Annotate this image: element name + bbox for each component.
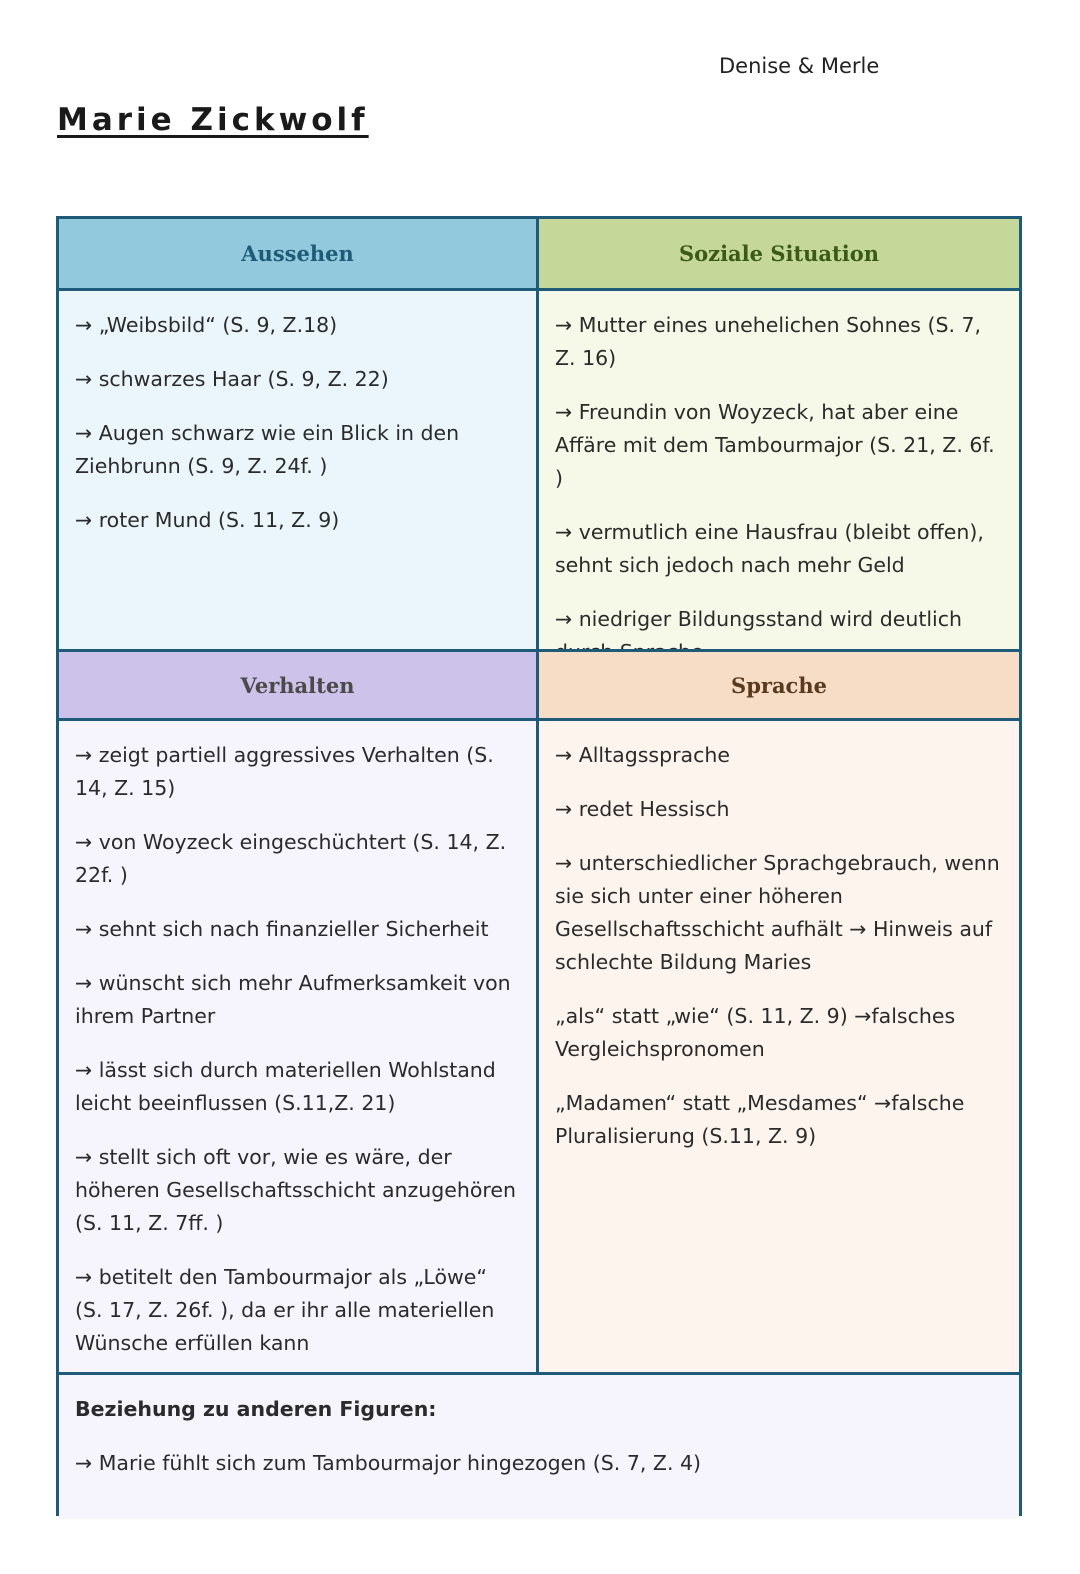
header-aussehen	[59, 219, 536, 288]
header-sprache	[539, 652, 1019, 718]
list-item: → lässt sich durch materiellen Wohlstand leicht beeinflussen (S.11,Z. 21)	[75, 1058, 496, 1115]
list-item: → stellt sich oft vor, wie es wäre, der höheren Gesellschaftsschicht anzugehören (S. 11, Z. 7ff. )	[75, 1145, 517, 1235]
list-item: → betitelt den Tambourmajor als „Löwe“ (S. 17, Z. 26f. ), da er ihr alle materiellen Wünsche erfüllen kann	[75, 1265, 495, 1355]
row-divider	[59, 1372, 1019, 1375]
list-item: → „Weibsbild“ (S. 9, Z.18)	[75, 313, 338, 337]
list-item: → sehnt sich nach finanzieller Sicherheit	[75, 917, 489, 941]
header-verhalten-label: Verhalten	[240, 672, 355, 698]
list-item: → niedriger Bildungsstand wird deutlich	[555, 607, 963, 631]
header-soziale-label: Soziale Situation	[678, 241, 879, 266]
row-divider	[59, 649, 1019, 652]
section-heading-beziehung: Beziehung zu anderen Figuren:	[75, 1397, 437, 1421]
list-item: „als“ statt „wie“ (S. 11, Z. 9) →falsches Vergleichspronomen	[555, 1004, 956, 1061]
body-aussehen	[59, 291, 536, 649]
body-verhalten	[59, 721, 536, 1372]
list-item: → zeigt partiell aggressives Verhalten (S. 14, Z. 15)	[75, 743, 494, 800]
list-item: → Alltagssprache	[555, 743, 730, 767]
header-soziale-situation	[539, 219, 1019, 288]
list-item: → vermutlich eine Hausfrau (bleibt offen), sehnt sich jedoch nach mehr Geld	[555, 520, 984, 577]
list-item: → roter Mund (S. 11, Z. 9)	[75, 508, 340, 532]
column-divider	[536, 219, 539, 1375]
row-divider	[59, 288, 1019, 291]
page-title: Marie Zickwolf	[57, 102, 369, 138]
row-divider	[59, 718, 1019, 721]
body-sprache	[539, 721, 1019, 1372]
list-item: → Freundin von Woyzeck, hat aber eine Affäre mit dem Tambourmajor (S. 21, Z. 6f. )	[555, 400, 995, 490]
list-item: → Marie fühlt sich zum Tambourmajor hingezogen (S. 7, Z. 4)	[75, 1451, 702, 1475]
list-item: → unterschiedlicher Sprachgebrauch, wenn sie sich unter einer höheren Gesellschaftsschicht aufhält → Hinweis auf schlechte Bildung Maries	[555, 851, 1000, 974]
list-item: → von Woyzeck eingeschüchtert (S. 14, Z. 22f. )	[75, 830, 507, 887]
list-item: → schwarzes Haar (S. 9, Z. 22)	[75, 367, 389, 391]
body-beziehung	[59, 1375, 1019, 1519]
author-names: Denise & Merle	[719, 54, 880, 78]
list-item: → Augen schwarz wie ein Blick in den Ziehbrunn (S. 9, Z. 24f. )	[75, 421, 460, 478]
list-item: „Madamen“ statt „Mesdames“ →falsche Pluralisierung (S.11, Z. 9)	[555, 1091, 965, 1148]
character-table	[56, 216, 1022, 1516]
header-aussehen-label: Aussehen	[241, 241, 354, 266]
header-sprache-label: Sprache	[731, 672, 827, 698]
list-item: → Mutter eines unehelichen Sohnes (S. 7, Z. 16)	[555, 313, 982, 370]
body-soziale-situation	[539, 291, 1019, 649]
header-verhalten	[59, 652, 536, 718]
list-item: → wünscht sich mehr Aufmerksamkeit von ihrem Partner	[75, 971, 511, 1028]
list-item: → redet Hessisch	[555, 797, 730, 821]
